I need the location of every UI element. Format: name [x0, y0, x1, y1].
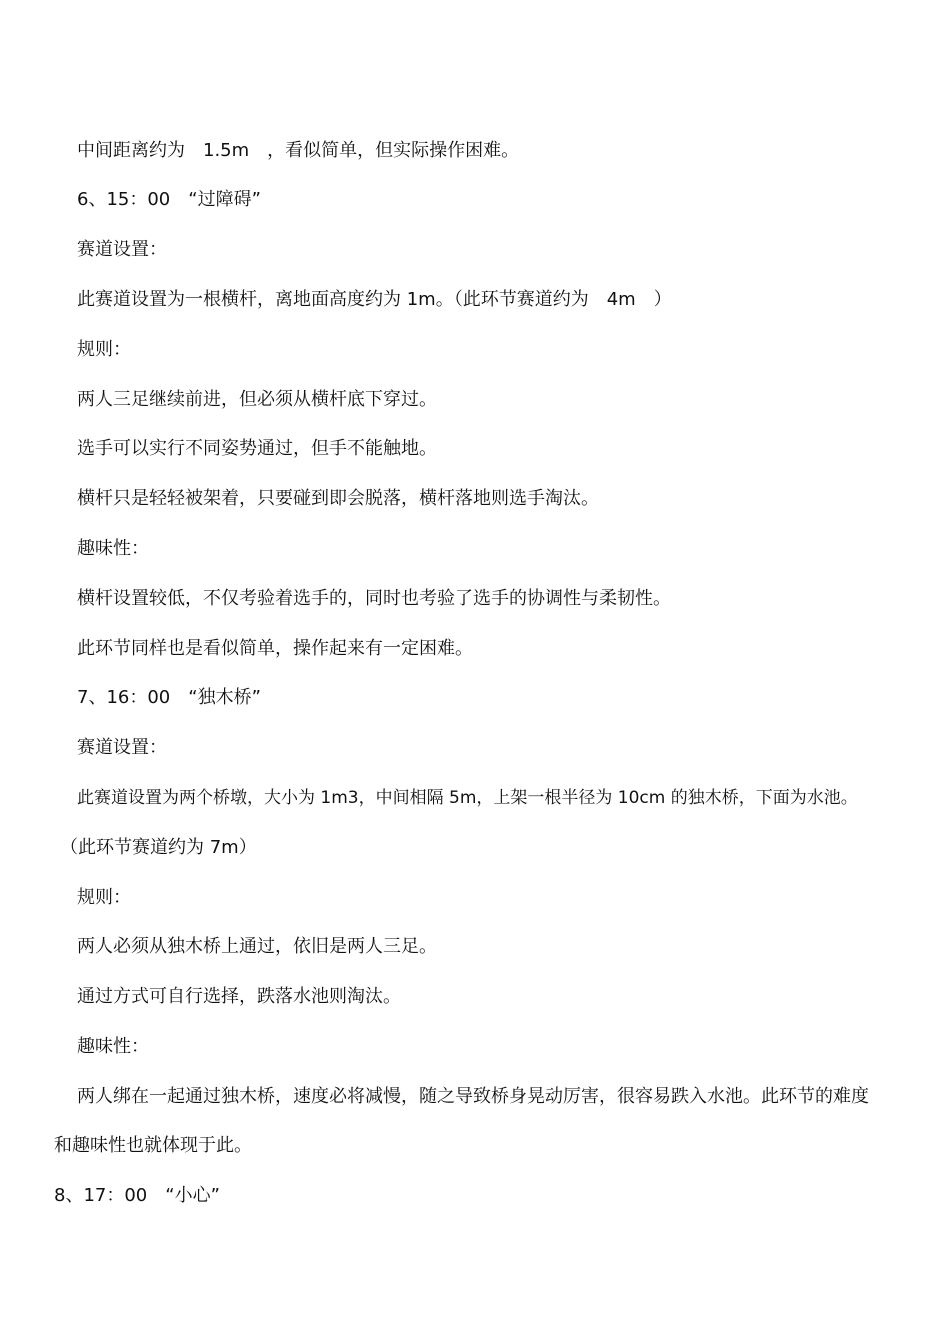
subheading-fun: 趣味性：: [77, 538, 149, 559]
text-line: 通过方式可自行选择，跌落水池则淘汰。: [77, 986, 401, 1007]
text-line: 横杆只是轻轻被架着，只要碰到即会脱落，横杆落地则选手淘汰。: [77, 488, 599, 509]
text-line: 横杆设置较低，不仅考验着选手的，同时也考验了选手的协调性与柔韧性。: [77, 588, 671, 609]
section-heading: 7、16：00 “独木桥”: [77, 687, 261, 708]
text-line: （此环节赛道约为 7m）: [60, 837, 257, 858]
text-line: 两人三足继续前进，但必须从横杆底下穿过。: [77, 389, 437, 410]
subheading-rules: 规则：: [77, 339, 131, 360]
section-heading: 8、17：00 “小心”: [54, 1185, 220, 1206]
subheading-track-setup: 赛道设置：: [77, 737, 167, 758]
subheading-track-setup: 赛道设置：: [77, 239, 167, 260]
subheading-fun: 趣味性：: [77, 1036, 149, 1057]
text-line: 中间距离约为 1.5m ，看似简单，但实际操作困难。: [77, 140, 520, 161]
text-line: 此环节同样也是看似简单，操作起来有一定困难。: [77, 638, 473, 659]
section-heading: 6、15：00 “过障碍”: [77, 189, 261, 210]
text-line: 此赛道设置为两个桥墩，大小为 1m3，中间相隔 5m，上架一根半径为 10cm 的独木桥，下面为水池。: [77, 788, 858, 808]
text-line: 和趣味性也就体现于此。: [54, 1135, 252, 1156]
subheading-rules: 规则：: [77, 887, 131, 908]
text-line: 两人必须从独木桥上通过，依旧是两人三足。: [77, 936, 437, 957]
text-line: 两人绑在一起通过独木桥，速度必将减慢，随之导致桥身晃动厉害，很容易跌入水池。此环节的难度: [77, 1086, 869, 1107]
text-line: 此赛道设置为一根横杆，离地面高度约为 1m。（此环节赛道约为 4m ）: [77, 289, 672, 310]
text-line: 选手可以实行不同姿势通过，但手不能触地。: [77, 438, 437, 459]
